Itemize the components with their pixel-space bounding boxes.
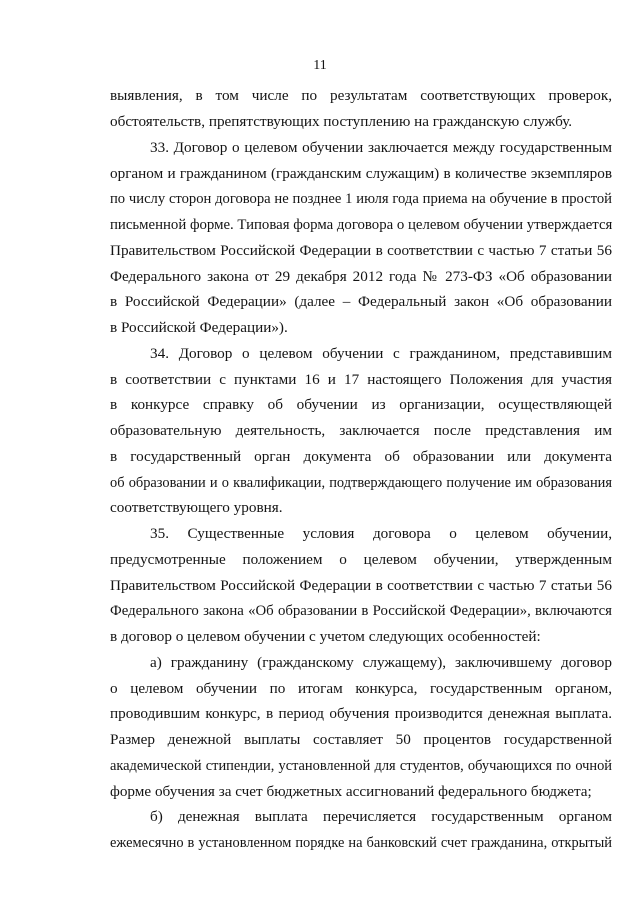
text-line: академической стипендии, установленной для студентов, обучающихся по очной: [110, 758, 612, 774]
text-line: в соответствии с пунктами 16 и 17 настоящего Положения для участия: [110, 371, 612, 388]
text-line: Федерального закона от 29 декабря 2012 года № 273-ФЗ «Об образовании: [110, 268, 612, 285]
text-line: выявления, в том числе по результатам соответствующих проверок,: [110, 87, 612, 104]
subitem-b-start: б) денежная выплата перечисляется государственным органом: [150, 808, 612, 825]
text-line: Федерального закона «Об образовании в Российской Федерации», включаются: [110, 603, 612, 619]
text-line: об образовании и о квалификации, подтверждающего получение им образования: [110, 475, 612, 491]
text-line: в договор о целевом обучении с учетом следующих особенностей:: [110, 628, 541, 645]
text-line: образовательную деятельность, заключается после представления им: [110, 422, 612, 439]
clause-34-start: 34. Договор о целевом обучении с гражданином, представившим: [150, 345, 612, 362]
clause-35-start: 35. Существенные условия договора о целевом обучении,: [150, 525, 612, 542]
text-line: в Российской Федерации» (далее – Федеральный закон «Об образовании: [110, 293, 612, 310]
text-line: предусмотренные положением о целевом обучении, утвержденным: [110, 551, 612, 568]
text-line: форме обучения за счет бюджетных ассигнований федерального бюджета;: [110, 783, 592, 800]
page-number: 11: [313, 58, 327, 73]
text-line: ежемесячно в установленном порядке на банковский счет гражданина, открытый: [110, 835, 612, 851]
clause-33-start: 33. Договор о целевом обучении заключается между государственным: [150, 139, 612, 156]
text-line: соответствующего уровня.: [110, 499, 283, 516]
text-line: в конкурсе справку об обучении из организации, осуществляющей: [110, 396, 612, 413]
text-line: обстоятельств, препятствующих поступлению на гражданскую службу.: [110, 113, 573, 130]
text-line: по числу сторон договора не позднее 1 июля года приема на обучение в простой: [110, 191, 612, 207]
text-line: проводившим конкурс, в период обучения производится денежная выплата.: [110, 705, 612, 722]
text-line: Правительством Российской Федерации в соответствии с частью 7 статьи 56: [110, 577, 612, 594]
text-line: в Российской Федерации»).: [110, 319, 288, 336]
text-line: письменной форме. Типовая форма договора о целевом обучении утверждается: [110, 217, 613, 233]
text-line: Правительством Российской Федерации в соответствии с частью 7 статьи 56: [110, 242, 612, 259]
subitem-a-start: а) гражданину (гражданскому служащему), заключившему договор: [150, 654, 612, 671]
text-line: органом и гражданином (гражданским служащим) в количестве экземпляров: [110, 165, 612, 182]
text-line: Размер денежной выплаты составляет 50 процентов государственной: [110, 731, 612, 748]
text-line: о целевом обучении по итогам конкурса, государственным органом,: [110, 680, 612, 697]
text-line: в государственный орган документа об образовании или документа: [110, 448, 612, 465]
